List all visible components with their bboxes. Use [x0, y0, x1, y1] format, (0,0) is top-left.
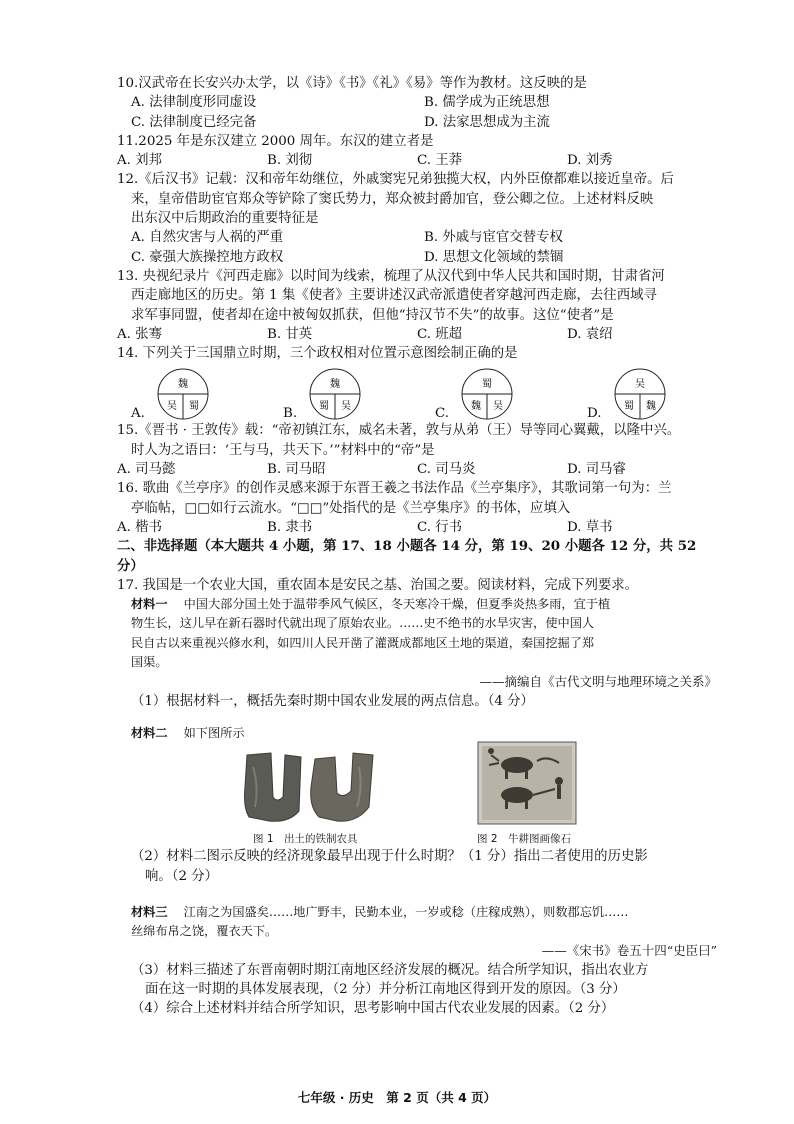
- option-a: A. 张骞: [117, 326, 162, 342]
- material-text: 如下图所示: [183, 725, 245, 740]
- option-b: B. 外戚与宦官交替专权: [424, 230, 563, 246]
- q10-stem: 10.汉武帝在长安兴办太学，以《诗》《书》《礼》《易》等作为教材。这反映的是: [117, 76, 587, 91]
- q13-stem: 13. 央视纪录片《河西走廊》以时间为线索，梳理了从汉代到中华人民共和国时期，甘肃省河: [117, 268, 665, 284]
- option-c: C. 王莽: [417, 153, 463, 169]
- region-right: 蜀: [188, 401, 199, 413]
- ox-plowing-relief-image: [477, 741, 577, 825]
- option-a: A. 法律制度形同虚设: [131, 95, 257, 111]
- sub-question-3: 面在这一时期的具体发展表现，（2 分）并分析江南地区得到开发的原因。（3 分）: [145, 981, 626, 997]
- material-label: 材料一: [131, 597, 168, 612]
- option-b: B. 刘彻: [267, 153, 313, 169]
- region-right: 吴: [341, 401, 352, 413]
- q16-options: [117, 518, 717, 537]
- material-text: 丝绵布帛之饶，覆衣天下。: [131, 924, 278, 939]
- q15-options: [117, 460, 717, 479]
- region-right: 吴: [493, 401, 504, 413]
- option-c: C. 豪强大族操控地方政权: [131, 249, 284, 265]
- q12-stem: 出东汉中后期政治的重要特征是: [131, 211, 319, 227]
- region-top: 魏: [330, 379, 341, 391]
- section-heading: 二、非选择题（本大题共 4 小题，第 17、18 小题各 14 分，第 19、20 小题各 12 分，共 52 分）: [117, 538, 697, 574]
- q13-stem: 西走廊地区的历史。第 1 集《使者》主要讲述汉武帝派遣使者穿越河西走廊，去往西域寻: [131, 288, 657, 304]
- three-kingdoms-diagram: [608, 367, 672, 421]
- q14-option-d: [587, 367, 717, 421]
- option-a: A. 楷书: [117, 519, 162, 535]
- option-label: D.: [587, 406, 602, 422]
- option-c: C. 司马炎: [417, 462, 476, 478]
- q12-options: [117, 248, 717, 267]
- option-label: C.: [435, 406, 450, 422]
- option-a: A. 司马懿: [117, 462, 176, 478]
- region-left: 吴: [166, 401, 177, 413]
- region-top: 吴: [634, 379, 645, 391]
- iron-tools-image: [239, 747, 389, 825]
- option-label: A.: [131, 406, 145, 422]
- q10-options: [117, 93, 717, 112]
- material-1: [117, 595, 717, 672]
- sub-question-1: （1）根据材料一，概括先秦时期中国农业发展的两点信息。（4 分）: [131, 693, 534, 709]
- q15-stem: 15.《晋书 · 王敦传》载：“帝初镇江东，威名未著，敦与从弟（王）导等同心翼戴，以隆中兴。: [117, 423, 681, 439]
- material-label: 材料三: [131, 904, 168, 919]
- region-top: 魏: [177, 379, 188, 391]
- option-a: A. 刘邦: [117, 153, 162, 169]
- option-d: D. 法家思想成为主流: [424, 114, 550, 130]
- q14-option-a: [131, 367, 261, 421]
- option-b: B. 儒学成为正统思想: [424, 95, 550, 111]
- q16-stem: 亭临帖，□□如行云流水。“□□”处指代的是《兰亭集序》的书体，应填入: [131, 500, 571, 516]
- option-d: D. 思想文化领域的禁锢: [424, 249, 564, 265]
- q11-options: [117, 151, 717, 170]
- sub-question-3: （3）材料三描述了东晋南朝时期江南地区经济发展的概况。结合所学知识，指出农业方: [131, 962, 649, 978]
- three-kingdoms-diagram: [151, 367, 215, 421]
- material-source: ——《宋书》卷五十四“史臣曰”: [541, 943, 717, 959]
- material-label: 材料二: [131, 725, 168, 740]
- option-a: A. 自然灾害与人祸的严重: [131, 230, 284, 246]
- sub-question-2: 响。（2 分）: [145, 868, 219, 884]
- material-source: ——摘编自《古代文明与地理环境之关系》: [479, 674, 717, 690]
- q13-options: [117, 325, 717, 344]
- q14-stem: 14. 下列关于三国鼎立时期，三个政权相对位置示意图绘制正确的是: [117, 346, 518, 362]
- region-left: 蜀: [319, 401, 330, 413]
- region-right: 魏: [645, 401, 656, 413]
- q12-stem: 12.《后汉书》记载：汉和帝年幼继位，外戚窦宪兄弟独揽大权，内外臣僚都难以接近皇帝。后: [117, 172, 674, 188]
- q14-option-b: [283, 367, 413, 421]
- option-d: D. 司马睿: [567, 462, 626, 478]
- material-text: 物生长，这儿早在新石器时代就出现了原始农业。……史不绝书的水旱灾害，使中国人: [131, 616, 595, 631]
- q12-stem: 来，皇帝借助宦官郑众等铲除了窦氏势力，郑众被封爵加官，登公卿之位。上述材料反映: [131, 191, 654, 207]
- region-left: 魏: [471, 401, 482, 413]
- option-b: B. 隶书: [267, 519, 313, 535]
- region-left: 蜀: [623, 401, 634, 413]
- material-text: 中国大部分国土处于温带季风气候区，冬天寒冷干燥，但夏季炎热多雨，宜于植: [183, 597, 611, 612]
- option-d: D. 袁绍: [567, 326, 613, 342]
- option-c: C. 行书: [417, 519, 463, 535]
- material-text: 国渠。: [131, 655, 168, 670]
- material-text: 民自古以来重视兴修水利，如四川人民开凿了灌溉成都地区土地的渠道，秦国挖掘了郑: [131, 635, 595, 650]
- q11-stem: 11.2025 年是东汉建立 2000 周年。东汉的建立者是: [117, 133, 434, 149]
- material-3: [117, 903, 717, 942]
- option-d: D. 草书: [567, 519, 613, 535]
- option-c: C. 班超: [417, 326, 463, 342]
- q14-diagrams: [117, 367, 717, 421]
- option-c: C. 法律制度已经完备: [131, 114, 257, 130]
- region-top: 蜀: [482, 379, 493, 391]
- option-label: B.: [283, 406, 298, 422]
- option-b: B. 甘英: [267, 326, 313, 342]
- option-d: D. 刘秀: [567, 153, 613, 169]
- q12-options: [117, 228, 717, 247]
- page-footer: 七年级 · 历史 第 2 页（共 4 页）: [297, 1090, 497, 1105]
- figures: [117, 747, 717, 847]
- figure-2-caption: 图 2 牛耕图画像石: [477, 833, 572, 846]
- q16-stem: 16. 歌曲《兰亭序》的创作灵感来源于东晋王羲之书法作品《兰亭集序》，其歌词第一句为：兰: [117, 481, 672, 497]
- q14-option-c: [435, 367, 565, 421]
- q15-stem: 时人为之语曰：‘王与马，共天下。’”材料中的“帝”是: [131, 442, 435, 458]
- material-2: [117, 724, 717, 743]
- figure-1-caption: 图 1 出土的铁制农具: [253, 833, 358, 846]
- option-b: B. 司马昭: [267, 462, 326, 478]
- sub-question-2: （2）材料二图示反映的经济现象最早出现于什么时期？（1 分）指出二者使用的历史影: [131, 849, 648, 865]
- q13-stem: 求军事同盟，使者却在途中被匈奴抓获，但他“持汉节不失”的故事。这位“使者”是: [131, 307, 614, 323]
- q10-options: [117, 113, 717, 132]
- sub-question-4: （4）综合上述材料并结合所学知识，思考影响中国古代农业发展的因素。（2 分）: [131, 1001, 615, 1017]
- material-text: 江南之为国盛矣……地广野丰，民勤本业，一岁或稔（庄稼成熟），则数郡忘饥……: [183, 904, 629, 919]
- three-kingdoms-diagram: [303, 367, 367, 421]
- q17-stem: 17. 我国是一个农业大国，重农固本是安民之基、治国之要。阅读材料，完成下列要求。: [117, 577, 639, 593]
- exam-page: [117, 74, 717, 1019]
- three-kingdoms-diagram: [455, 367, 519, 421]
